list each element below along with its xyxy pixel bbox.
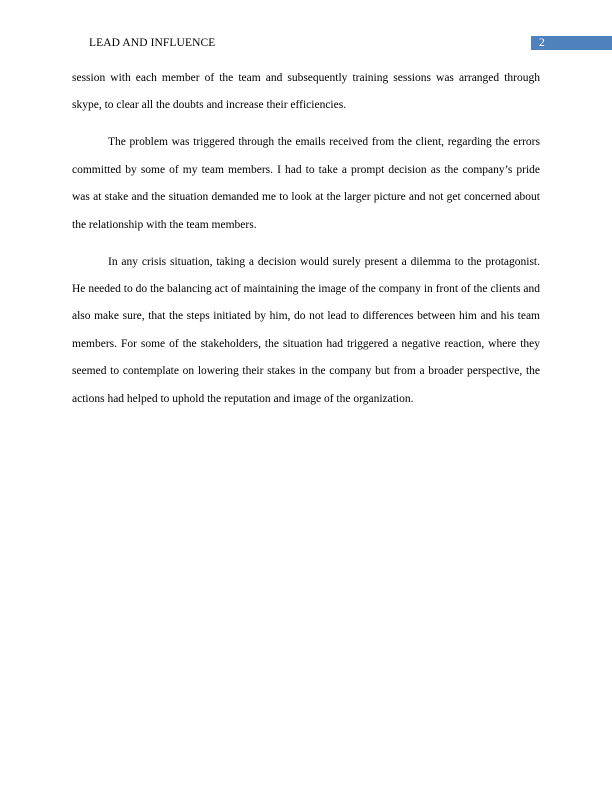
paragraph-2: The problem was triggered through the emails received from the client, regarding the errors committed by some of my team members. I had to take a prompt decision as the company’s pride was at stake and the situation demanded me to look at the larger picture and not get concerned about the relationship with the team members.	[72, 136, 540, 231]
running-head: LEAD AND INFLUENCE	[89, 37, 216, 49]
paragraph-3: In any crisis situation, taking a decision would surely present a dilemma to the protagonist. He needed to do the balancing act of maintaining the image of the company in front of the clients and also make sure, that the steps initiated by him, do not lead to differences between him and his team members. For some of the stakeholders, the situation had triggered a negative reaction, where they seemed to contemplate on lowering their stakes in the company but from a broader perspective, the actions had helped to uphold the reputation and image of the organization.	[72, 255, 540, 405]
page-number-bar	[531, 36, 612, 50]
body-text	[72, 65, 540, 423]
paragraph-1: session with each member of the team and subsequently training sessions was arranged through skype, to clear all the doubts and increase their efficiencies.	[72, 72, 540, 112]
page-number: 2	[539, 37, 545, 49]
